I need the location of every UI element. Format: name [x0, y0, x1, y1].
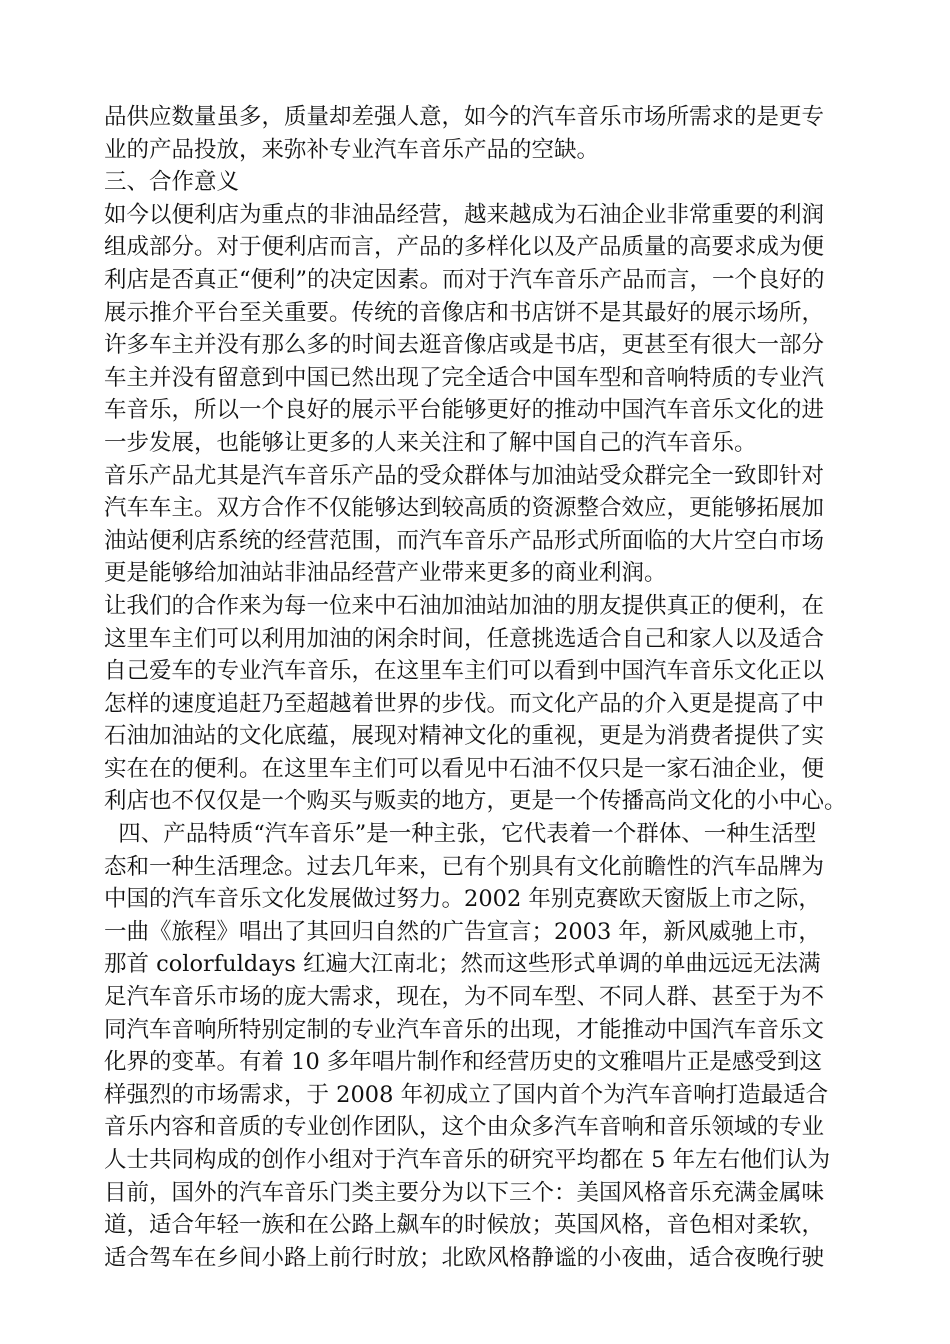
- text-line: 业的产品投放，来弥补专业汽车音乐产品的空缺。: [104, 136, 600, 163]
- text-line: 石油加油站的文化底蕴，展现对精神文化的重视，更是为消费者提供了实: [104, 723, 825, 750]
- text-line: 中国的汽车音乐文化发展做过努力。2002 年别克赛欧天窗版上市之际，: [104, 886, 821, 913]
- text-line: 音乐产品尤其是汽车音乐产品的受众群体与加油站受众群完全一致即针对: [104, 462, 825, 489]
- text-line: 如今以便利店为重点的非油品经营，越来越成为石油企业非常重要的利润: [104, 201, 825, 228]
- text-line: 怎样的速度追赶乃至超越着世界的步伐。而文化产品的介入更是提高了中: [104, 690, 825, 717]
- text-line: 让我们的合作来为每一位来中石油加油站加油的朋友提供真正的便利，在: [104, 592, 825, 619]
- document-body: [104, 101, 864, 1274]
- section-heading-line: 四、产品特质“汽车音乐”是一种主张，它代表着一个群体、一种生活型: [104, 821, 817, 848]
- text-line: 车主并没有留意到中国已然出现了完全适合中国车型和音响特质的专业汽: [104, 364, 825, 391]
- section-heading: 三、合作意义: [104, 169, 240, 196]
- text-line: 组成部分。对于便利店而言，产品的多样化以及产品质量的高要求成为便: [104, 234, 825, 261]
- text-line: 同汽车音响所特别定制的专业汽车音乐的出现，才能推动中国汽车音乐文: [104, 1016, 825, 1043]
- text-line: 道，适合年轻一族和在公路上飙车的时候放；英国风格，音色相对柔软，: [104, 1212, 825, 1239]
- text-line: 一曲《旅程》唱出了其回归自然的广告宣言；2003 年，新风威驰上市，: [104, 918, 821, 945]
- text-line: 更是能够给加油站非油品经营产业带来更多的商业利润。: [104, 560, 667, 587]
- text-line: 许多车主并没有那么多的时间去逛音像店或是书店，更甚至有很大一部分: [104, 332, 825, 359]
- text-line: 利店是否真正“便利”的决定因素。而对于汽车音乐产品而言，一个良好的: [104, 266, 825, 293]
- text-line: 品供应数量虽多，质量却差强人意，如今的汽车音乐市场所需求的是更专: [104, 104, 825, 130]
- text-line: 样强烈的市场需求，于 2008 年初成立了国内首个为汽车音响打造最适合: [104, 1081, 829, 1108]
- text-line: 足汽车音乐市场的庞大需求，现在，为不同车型、不同人群、甚至于为不: [104, 984, 825, 1011]
- text-line: 展示推介平台至关重要。传统的音像店和书店饼不是其最好的展示场所，: [104, 299, 825, 326]
- text-line: 汽车车主。双方合作不仅能够达到较高质的资源整合效应，更能够拓展加: [104, 495, 825, 522]
- text-line: 那首 colorfuldays 红遍大江南北；然而这些形式单调的单曲远远无法满: [104, 951, 821, 978]
- text-line: 化界的变革。有着 10 多年唱片制作和经营历史的文雅唱片正是感受到这: [104, 1049, 822, 1076]
- text-line: 态和一种生活理念。过去几年来，已有个别具有文化前瞻性的汽车品牌为: [104, 853, 825, 880]
- text-line: 一步发展，也能够让更多的人来关注和了解中国自己的汽车音乐。: [104, 429, 757, 456]
- text-line: 利店也不仅仅是一个购买与贩卖的地方，更是一个传播高尚文化的小中心。: [104, 788, 847, 815]
- text-line: 车音乐，所以一个良好的展示平台能够更好的推动中国汽车音乐文化的进: [104, 397, 825, 424]
- text-line: 油站便利店系统的经营范围，而汽车音乐产品形式所面临的大片空白市场: [104, 527, 825, 554]
- text-line: 实在在的便利。在这里车主们可以看见中石油不仅只是一家石油企业，便: [104, 755, 825, 782]
- text-line: 这里车主们可以利用加油的闲余时间，任意挑选适合自己和家人以及适合: [104, 625, 825, 652]
- text-line: 人士共同构成的创作小组对于汽车音乐的研究平均都在 5 年左右他们认为: [104, 1147, 831, 1173]
- text-line: 自己爱车的专业汽车音乐，在这里车主们可以看到中国汽车音乐文化正以: [104, 658, 825, 685]
- text-line: 目前，国外的汽车音乐门类主要分为以下三个：美国风格音乐充满金属味: [104, 1179, 825, 1206]
- text-line: 适合驾车在乡间小路上前行时放；北欧风格静谧的小夜曲，适合夜晚行驶: [104, 1244, 825, 1271]
- text-line: 音乐内容和音质的专业创作团队，这个由众多汽车音响和音乐领域的专业: [104, 1114, 825, 1141]
